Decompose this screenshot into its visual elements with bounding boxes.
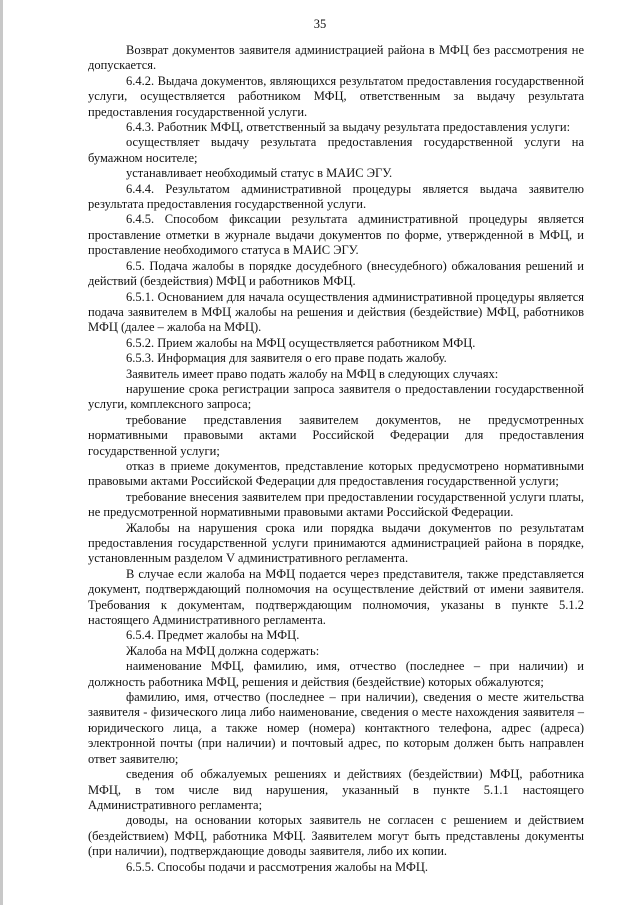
paragraph-15: отказ в приеме документов, представление которых предусмотрено нормативными правовыми актами Российской Федерации для предоставления государственной услуги;: [88, 458, 584, 489]
paragraph-17: Жалобы на нарушения срока или порядка выдачи документов по результатам предоставления государственной услуги принимаются администрацией района в порядке, установленным разделом V административного регламента.: [88, 520, 584, 566]
paragraph-1: Возврат документов заявителя администрацией района в МФЦ без рассмотрения не допускается.: [88, 43, 584, 73]
paragraph-10: 6.5.2. Прием жалобы на МФЦ осуществляется работником МФЦ.: [126, 335, 476, 350]
paragraph-25: 6.5.5. Способы подачи и рассмотрения жалобы на МФЦ.: [126, 859, 428, 874]
paragraph-7: 6.4.5. Способом фиксации результата административной процедуры является проставление отметки в журнале выдачи документов по форме, утвержденной в МФЦ, и проставление необходимого статуса в МАИС ЭГУ.: [88, 212, 584, 258]
paragraph-5: устанавливает необходимый статус в МАИС ЭГУ.: [126, 166, 393, 181]
paragraph-19: 6.5.4. Предмет жалобы на МФЦ.: [126, 628, 300, 643]
paragraph-8: 6.5. Подача жалобы в порядке досудебного (внесудебного) обжалования решений и действий (бездействия) МФЦ и работников МФЦ.: [88, 258, 584, 289]
paragraph-2: 6.4.2. Выдача документов, являющихся результатом предоставления государственной услуги, осуществляется работником МФЦ, ответственным за выдачу результата предоставления государственной услуги.: [88, 73, 584, 119]
paragraph-9: 6.5.1. Основанием для начала осуществления административной процедуры является подача заявителем в МФЦ жалобы на решения и действия (бездействие) МФЦ, работников МФЦ (далее – жалоба на МФЦ).: [88, 289, 584, 335]
paragraph-14: требование представления заявителем документов, не предусмотренных нормативными правовыми актами Российской Федерации для предоставления государственной услуги;: [88, 412, 584, 458]
paragraph-23: сведения об обжалуемых решениях и действиях (бездействии) МФЦ, работника МФЦ, в том числе вид нарушения, указанный в пункте 5.1.1 настоящего Административного регламента;: [88, 767, 584, 812]
paragraph-21: наименование МФЦ, фамилию, имя, отчество (последнее – при наличии) и должность работника МФЦ, решения и действия (бездействие) которых обжалуются;: [88, 659, 584, 689]
paragraph-12: Заявитель имеет право подать жалобу на МФЦ в следующих случаях:: [126, 366, 499, 381]
paragraph-20: Жалоба на МФЦ должна содержать:: [126, 643, 320, 658]
paragraph-13: нарушение срока регистрации запроса заявителя о предоставлении государственной услуги, комплексного запроса;: [88, 381, 584, 412]
paragraph-16: требование внесения заявителем при предоставлении государственной услуги платы, не предусмотренной нормативными правовыми актами Российской Федерации.: [88, 489, 584, 520]
paragraph-4: осуществляет выдачу результата предоставления государственной услуги на бумажном носителе;: [88, 135, 584, 165]
document-body: [88, 43, 584, 875]
paragraph-24: доводы, на основании которых заявитель не согласен с решением и действием (бездействием) МФЦ, работника МФЦ. Заявителем могут быть представлены документы (при наличии), подтверждающие доводы заявителя, либо их копии.: [88, 813, 584, 859]
paragraph-18: В случае если жалоба на МФЦ подается через представителя, также представляется документ, подтверждающий полномочия на осуществление действий от имени заявителя. Требования к документам, подтверждающим полномочия, указаны в пункте 5.1.2 настоящего Административного регламента.: [88, 566, 584, 628]
paragraph-3: 6.4.3. Работник МФЦ, ответственный за выдачу результата предоставления услуги:: [126, 120, 571, 135]
scan-edge: [0, 0, 3, 905]
page-number: 35: [313, 17, 327, 31]
paragraph-22: фамилию, имя, отчество (последнее – при наличии), сведения о месте жительства заявителя - физического лица либо наименование, сведения о месте нахождения заявителя – юридического лица, а также номер (номера) контактного телефона, адрес (адреса) электронной почты (при наличии) и почтовый адрес, по которым должен быть направлен ответ заявителю;: [88, 690, 584, 766]
paragraph-11: 6.5.3. Информация для заявителя о его праве подать жалобу.: [126, 351, 447, 366]
paragraph-6: 6.4.4. Результатом административной процедуры является выдача заявителю результата предоставления государственной услуги.: [88, 181, 584, 212]
